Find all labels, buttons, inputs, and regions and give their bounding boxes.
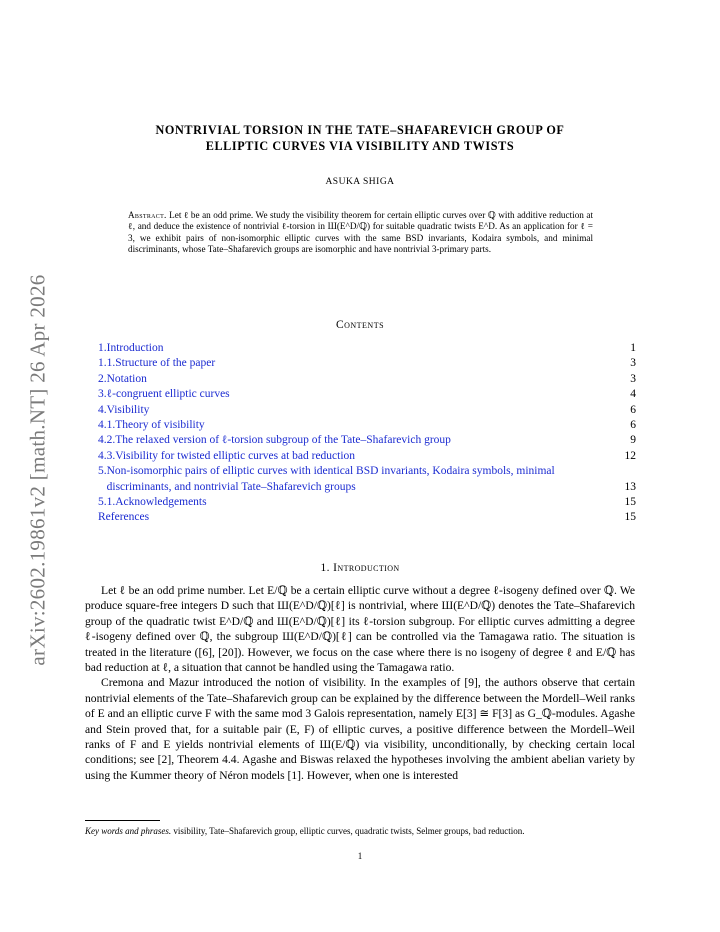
toc-entry-page: 15 <box>624 496 636 509</box>
toc-entry[interactable] <box>98 464 636 495</box>
paper-title-line-1: NONTRIVIAL TORSION IN THE TATE–SHAFAREVICH GROUP OF <box>155 123 565 137</box>
toc-entry[interactable] <box>98 403 636 418</box>
page-number: 1 <box>357 851 363 861</box>
footnote-divider <box>85 820 160 821</box>
footnote <box>85 825 635 837</box>
contents-heading: Contents <box>335 319 385 331</box>
toc-entry-number[interactable]: 4.2. <box>98 434 116 447</box>
toc-entry-page: 4 <box>630 388 636 401</box>
table-of-contents <box>98 341 636 526</box>
toc-entry-link[interactable]: ℓ-congruent elliptic curves <box>106 388 230 401</box>
toc-entry-link[interactable]: Notation <box>106 372 147 385</box>
section-heading-introduction <box>80 562 640 574</box>
toc-entry-page: 1 <box>630 342 636 354</box>
toc-entry-number[interactable]: 1.1. <box>98 357 116 370</box>
toc-entry-number[interactable]: 4. <box>98 403 107 416</box>
toc-entry[interactable] <box>98 495 636 510</box>
toc-entry-link[interactable]: Introduction <box>106 342 164 354</box>
toc-entry-link[interactable]: References <box>98 511 150 524</box>
body-paragraph: Let ℓ be an odd prime number. Let E/ℚ be a certain elliptic curve without a degree ℓ-isogeny defined over ℚ. We produce square-free integers D such that Ш(E^D/ℚ)[ℓ] is nontrivial, where Ш(E^D/ℚ) denotes the Tate–Shafarevich group of the quadratic twist E^D/ℚ and Ш(E^D/ℚ)[ℓ] its ℓ-torsion subgroup. For elliptic curves admitting a degree ℓ-isogeny defined over ℚ, the subgroup Ш(E^D/ℚ)[ℓ] can be controlled via the Tamagawa ratio. The situation is treated in the literature ([6], [20]). However, we focus on the case where there is no isogeny of degree ℓ and E/ℚ has bad reduction at ℓ, a situation that cannot be handled using the Tamagawa ratio. <box>85 584 635 675</box>
toc-entry-link[interactable]: Visibility for twisted elliptic curves at bad reduction <box>115 449 356 462</box>
abstract-text: Let ℓ be an odd prime. We study the visibility theorem for certain elliptic curves over ℚ with additive reduction at ℓ, and deduce the existence of nontrivial ℓ-torsion in Ш(E^D/ℚ) for suitable quadratic twists E^D. As an application for ℓ = 3, we exhibit pairs of non-isomorphic elliptic curves with the same BSD invariants, Kodaira symbols, and minimal discriminants, whose Tate–Shafarevich groups are isomorphic and have nontrivial 3-primary parts. <box>128 210 593 255</box>
footnote-text: visibility, Tate–Shafarevich group, elliptic curves, quadratic twists, Selmer groups, bad reduction. <box>173 826 525 836</box>
toc-entry-page: 13 <box>624 480 636 493</box>
toc-entry-number[interactable]: 1. <box>98 342 107 354</box>
arxiv-identifier: arXiv:2602.19861v2 [math.NT] 26 Apr 2026 <box>25 274 50 666</box>
toc-entry[interactable] <box>98 341 636 356</box>
toc-entry[interactable] <box>98 418 636 433</box>
toc-entry[interactable] <box>98 449 636 464</box>
toc-entry-link[interactable]: Theory of visibility <box>115 419 205 432</box>
section-title: Introduction <box>333 562 400 574</box>
paper-title <box>80 122 640 154</box>
toc-entry[interactable] <box>98 356 636 371</box>
toc-entry[interactable] <box>98 387 636 402</box>
author-name: ASUKA SHIGA <box>325 177 395 187</box>
body-paragraph: Cremona and Mazur introduced the notion of visibility. In the examples of [9], the authors observe that certain nontrivial elements of the Tate–Shafarevich group can be explained by the difference between the Mordell–Weil ranks of E and an elliptic curve F with the same mod 3 Galois representation, namely E[3] ≅ F[3] as G_ℚ-modules. Agashe and Stein proved that, for a suitable pair (E, F) of elliptic curves, a positive difference between the Mordell–Weil ranks of F and E yields nontrivial elements of Ш(E/ℚ) via visibility, unconditionally, by checking certain local conditions; see [2], Theorem 4.4. Agashe and Biswas relaxed the hypotheses involving the ambient abelian variety by using the Kummer theory of Néron models [1]. However, when one is interested <box>85 676 635 782</box>
abstract-label: Abstract. <box>128 210 167 220</box>
toc-entry[interactable] <box>98 372 636 387</box>
toc-entry-page: 15 <box>624 511 636 524</box>
toc-entry-number[interactable]: 4.3. <box>98 449 116 462</box>
section-number: 1. <box>320 562 330 574</box>
toc-entry-number[interactable]: 5.1. <box>98 496 116 509</box>
toc-entry-link[interactable]: Visibility <box>106 403 150 416</box>
toc-entry[interactable] <box>98 433 636 448</box>
footnote-label: Key words and phrases. <box>85 826 172 836</box>
introduction-body <box>85 583 635 783</box>
toc-entry-page: 6 <box>630 403 636 416</box>
toc-entry-page: 6 <box>630 419 636 432</box>
toc-entry-page: 3 <box>630 357 636 370</box>
toc-entry-page: 9 <box>630 434 636 447</box>
toc-entry-number[interactable]: 5. <box>98 465 107 478</box>
toc-entry-number[interactable]: 2. <box>98 372 107 385</box>
toc-entry-link[interactable]: Structure of the paper <box>115 357 216 370</box>
toc-entry-link[interactable]: Acknowledgements <box>115 496 207 509</box>
toc-entry-page: 3 <box>630 372 636 385</box>
toc-entry-number[interactable]: 3. <box>98 388 107 401</box>
toc-entry[interactable] <box>98 510 636 525</box>
toc-entry-link[interactable]: Non-isomorphic pairs of elliptic curves with identical BSD invariants, Kodaira symbols, minimal discriminants, and nontrivial Tate–Shafarevich groups <box>106 465 555 493</box>
abstract <box>128 210 593 256</box>
toc-entry-link[interactable]: The relaxed version of ℓ-torsion subgroup of the Tate–Shafarevich group <box>115 434 451 447</box>
toc-entry-page: 12 <box>624 449 636 462</box>
paper-title-line-2: ELLIPTIC CURVES VIA VISIBILITY AND TWISTS <box>205 139 515 153</box>
toc-entry-number[interactable]: 4.1. <box>98 419 116 432</box>
